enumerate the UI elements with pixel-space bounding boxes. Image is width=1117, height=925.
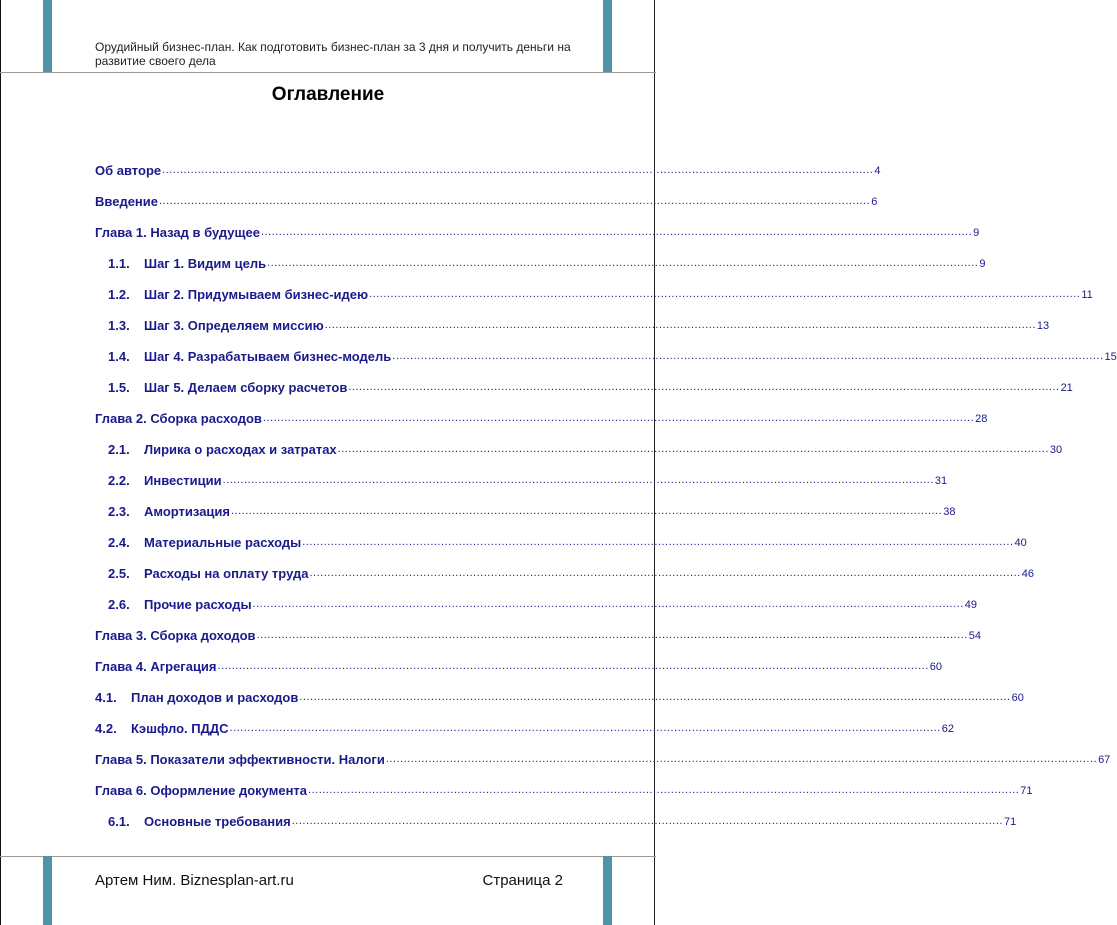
- toc-entry-number: 2.2.: [108, 473, 130, 488]
- toc-entry-page: 21: [1060, 381, 1073, 394]
- toc-dot-leader: ........................................................................................................................................................................................................: [308, 783, 1020, 796]
- toc-entry-page: 9: [979, 257, 986, 270]
- running-header: Орудийный бизнес-план. Как подготовить бизнес-план за 3 дня и получить деньги на развитие своего дела: [95, 40, 571, 68]
- table-of-contents: [95, 155, 1117, 837]
- toc-entry-label: Глава 1. Назад в будущее: [95, 225, 260, 240]
- toc-entry[interactable]: [95, 744, 1111, 775]
- toc-entry-page: 46: [1021, 567, 1034, 580]
- toc-entry-label: Об авторе: [95, 163, 162, 178]
- toc-entry-page: 6: [871, 195, 878, 208]
- toc-entry-page: 62: [941, 722, 954, 735]
- toc-entry-number: 2.6.: [108, 597, 130, 612]
- toc-entry[interactable]: [95, 527, 1027, 558]
- toc-entry-page: 49: [964, 598, 978, 611]
- toc-dot-leader: ........................................................................................................................................................................................................: [299, 690, 1011, 703]
- toc-entry-label: Шаг 1. Видим цель: [144, 256, 267, 271]
- toc-dot-leader: ........................................................................................................................................................................................................: [262, 411, 975, 424]
- toc-entry-number: 4.2.: [95, 721, 117, 736]
- toc-dot-leader: ........................................................................................................................................................................................................: [369, 287, 1081, 300]
- footer-accent-bar-left: [43, 856, 52, 925]
- toc-entry[interactable]: [95, 496, 956, 527]
- toc-entry[interactable]: [95, 775, 1033, 806]
- toc-entry-label: Основные требования: [144, 814, 291, 829]
- toc-dot-leader: ........................................................................................................................................................................................................: [260, 225, 973, 238]
- footer-page-number: Страница 2: [482, 872, 563, 889]
- toc-dot-leader: ........................................................................................................................................................................................................: [392, 349, 1104, 362]
- toc-entry-page: 60: [929, 660, 942, 673]
- toc-entry[interactable]: [95, 372, 1073, 403]
- toc-entry[interactable]: [95, 279, 1093, 310]
- toc-entry[interactable]: [95, 155, 881, 186]
- toc-dot-leader: ........................................................................................................................................................................................................: [222, 473, 934, 486]
- toc-entry[interactable]: [95, 620, 982, 651]
- toc-dot-leader: ........................................................................................................................................................................................................: [337, 442, 1049, 455]
- toc-dot-leader: ........................................................................................................................................................................................................: [162, 163, 874, 176]
- toc-entry-number: 2.4.: [108, 535, 130, 550]
- toc-dot-leader: ........................................................................................................................................................................................................: [267, 256, 979, 269]
- toc-dot-leader: ........................................................................................................................................................................................................: [231, 504, 943, 517]
- toc-entry[interactable]: [95, 248, 986, 279]
- toc-entry-page: 4: [874, 164, 881, 177]
- toc-dot-leader: ........................................................................................................................................................................................................: [309, 566, 1021, 579]
- toc-entry-page: 15: [1104, 350, 1117, 363]
- toc-entry-number: 2.3.: [108, 504, 130, 519]
- toc-entry-label: Шаг 5. Делаем сборку расчетов: [144, 380, 348, 395]
- toc-entry-page: 60: [1011, 691, 1024, 704]
- toc-dot-leader: ........................................................................................................................................................................................................: [385, 752, 1098, 765]
- toc-dot-leader: ........................................................................................................................................................................................................: [348, 380, 1060, 393]
- toc-entry[interactable]: [95, 558, 1034, 589]
- toc-dot-leader: ........................................................................................................................................................................................................: [302, 535, 1014, 548]
- toc-entry-label: Прочие расходы: [144, 597, 252, 612]
- toc-entry-number: 1.4.: [108, 349, 130, 364]
- toc-entry[interactable]: [95, 713, 954, 744]
- toc-entry-number: 1.1.: [108, 256, 130, 271]
- toc-entry-page: 71: [1020, 784, 1033, 797]
- toc-entry-number: 2.1.: [108, 442, 130, 457]
- toc-entry-page: 71: [1003, 815, 1017, 828]
- toc-entry-page: 54: [968, 629, 982, 642]
- toc-entry-label: Глава 3. Сборка доходов: [95, 628, 256, 643]
- toc-entry-page: 9: [973, 226, 980, 239]
- toc-entry-label: Глава 4. Агрегация: [95, 659, 217, 674]
- header-accent-bar-right: [603, 0, 612, 72]
- toc-entry-label: Расходы на оплату труда: [144, 566, 309, 581]
- toc-entry-label: Шаг 2. Придумываем бизнес-идею: [144, 287, 369, 302]
- toc-entry-label: Кэшфло. ПДДС: [131, 721, 229, 736]
- toc-entry[interactable]: [95, 682, 1024, 713]
- toc-entry-number: 6.1.: [108, 814, 130, 829]
- toc-entry[interactable]: [95, 651, 942, 682]
- toc-entry-page: 11: [1081, 288, 1093, 301]
- toc-entry-label: Введение: [95, 194, 158, 209]
- header-divider: [0, 72, 656, 73]
- toc-entry-page: 13: [1036, 319, 1050, 332]
- toc-entry-label: План доходов и расходов: [131, 690, 299, 705]
- toc-entry-number: 1.5.: [108, 380, 130, 395]
- toc-entry-page: 40: [1014, 536, 1027, 549]
- toc-dot-leader: ........................................................................................................................................................................................................: [159, 194, 871, 207]
- footer-accent-bar-right: [603, 856, 612, 925]
- toc-entry-label: Шаг 3. Определяем миссию: [144, 318, 324, 333]
- footer-author: Артем Ним. Biznesplan-art.ru: [95, 872, 294, 889]
- toc-dot-leader: ........................................................................................................................................................................................................: [256, 628, 968, 641]
- toc-entry-label: Глава 2. Сборка расходов: [95, 411, 262, 426]
- toc-entry[interactable]: [95, 465, 948, 496]
- toc-dot-leader: ........................................................................................................................................................................................................: [229, 721, 941, 734]
- toc-dot-leader: ........................................................................................................................................................................................................: [324, 318, 1036, 331]
- page-edge-left: [0, 0, 1, 925]
- toc-entry[interactable]: [95, 589, 978, 620]
- footer-divider: [0, 856, 656, 857]
- toc-entry-number: 4.1.: [95, 690, 117, 705]
- toc-entry-page: 28: [975, 412, 988, 425]
- toc-dot-leader: ........................................................................................................................................................................................................: [291, 814, 1003, 827]
- toc-entry-page: 67: [1098, 753, 1111, 766]
- toc-entry-label: Глава 6. Оформление документа: [95, 783, 308, 798]
- toc-entry-number: 1.3.: [108, 318, 130, 333]
- toc-entry-page: 31: [934, 474, 948, 487]
- toc-entry[interactable]: [95, 310, 1050, 341]
- toc-entry-number: 2.5.: [108, 566, 130, 581]
- toc-dot-leader: ........................................................................................................................................................................................................: [252, 597, 964, 610]
- toc-entry-label: Материальные расходы: [144, 535, 302, 550]
- toc-entry[interactable]: [95, 434, 1063, 465]
- toc-entry-page: 30: [1049, 443, 1063, 456]
- toc-entry[interactable]: [95, 341, 1117, 372]
- toc-entry-label: Амортизация: [144, 504, 230, 519]
- toc-dot-leader: ........................................................................................................................................................................................................: [217, 659, 929, 672]
- toc-entry[interactable]: [95, 217, 980, 248]
- toc-entry-label: Лирика о расходах и затратах: [144, 442, 337, 457]
- toc-entry[interactable]: [95, 806, 1017, 837]
- header-accent-bar-left: [43, 0, 52, 72]
- toc-entry[interactable]: [95, 403, 988, 434]
- toc-entry-label: Глава 5. Показатели эффективности. Налоги: [95, 752, 385, 767]
- toc-entry-label: Инвестиции: [144, 473, 222, 488]
- toc-title: Оглавление: [271, 84, 385, 105]
- toc-entry-page: 38: [943, 505, 956, 518]
- toc-entry-label: Шаг 4. Разрабатываем бизнес-модель: [144, 349, 392, 364]
- toc-entry[interactable]: [95, 186, 878, 217]
- toc-entry-number: 1.2.: [108, 287, 130, 302]
